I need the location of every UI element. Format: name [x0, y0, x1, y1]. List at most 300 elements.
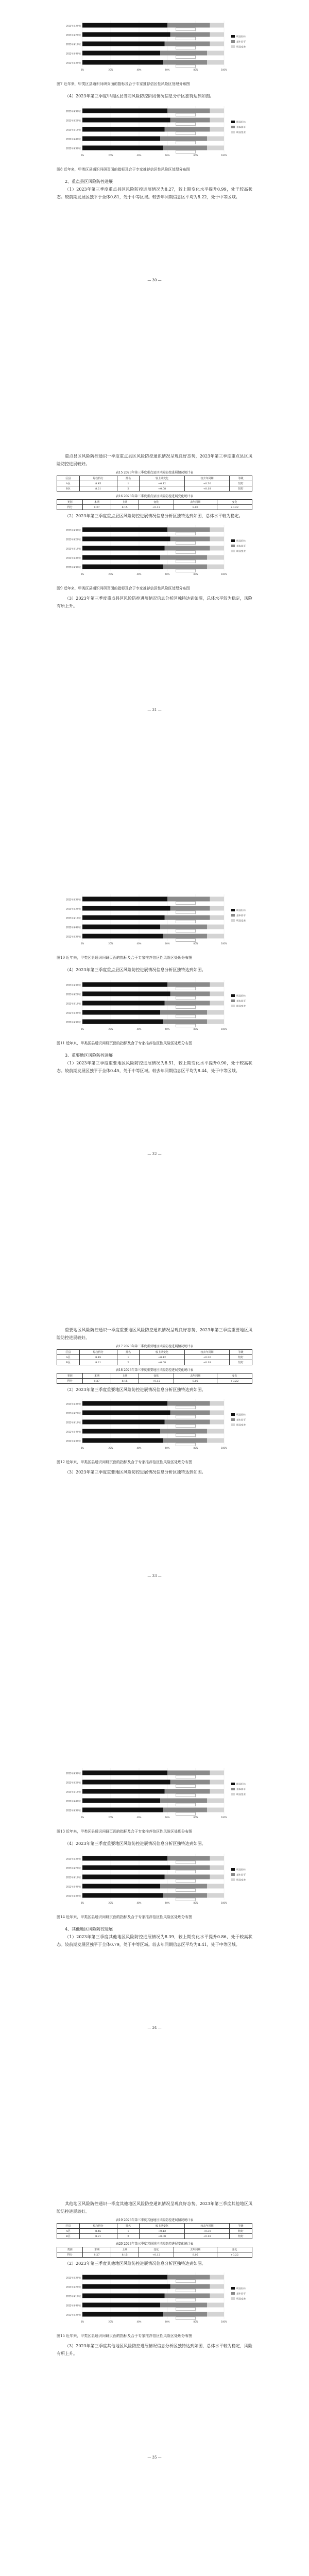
- bar-segment: [82, 1420, 165, 1425]
- bar-segment: [82, 2303, 160, 2308]
- callout-box: [176, 1861, 196, 1864]
- stacked-bar-chart: [54, 2270, 270, 2331]
- legend-label: 明显好转: [236, 995, 246, 998]
- stacked-bar-chart: [54, 19, 270, 79]
- bar-segment: [170, 118, 210, 123]
- category-label: 2023年第1季度: [66, 1421, 81, 1424]
- spacer: [0, 201, 309, 278]
- legend-swatch: [231, 126, 235, 128]
- callout-box: [176, 1870, 196, 1873]
- bar-segment: [165, 546, 210, 551]
- callout-box: [176, 1443, 196, 1446]
- stacked-bar-chart: [54, 104, 270, 165]
- table-cell: 8.05: [174, 1379, 217, 1384]
- x-tick-label: 80%: [193, 1028, 198, 1030]
- table-header-cell: 上期: [111, 1374, 139, 1379]
- x-tick-label: 40%: [136, 1028, 142, 1030]
- table-cell: 得分: [57, 505, 83, 510]
- bar-segment: [82, 982, 167, 987]
- bar-segment: [163, 1808, 207, 1812]
- table-cell: A区: [57, 481, 80, 486]
- figure-caption: 图13 近年来，甲类区县通识问研页面的指标及合于专家推荐信区性风险区处理分布图: [57, 1829, 193, 1834]
- bar-segment: [165, 1420, 210, 1425]
- bar-segment: [165, 2294, 210, 2298]
- bar-segment: [160, 555, 207, 560]
- table-header-cell: 较去年同期: [184, 1350, 229, 1355]
- figure-caption: 图10 近年来，甲类区县通识问研页面的指标及合于专家推荐信区性风险区处理分布图: [57, 956, 193, 960]
- legend-swatch: [231, 550, 235, 552]
- category-label: 2022年第3季度: [66, 2313, 81, 2316]
- spacer: [0, 1046, 309, 1052]
- category-label: 2023年第2季度: [66, 907, 81, 910]
- category-label: 2022年第4季度: [66, 1011, 81, 1014]
- category-label: 2022年第4季度: [66, 52, 81, 55]
- x-tick-label: 40%: [136, 942, 142, 945]
- bar-segment: [210, 1420, 225, 1425]
- bar-segment: [82, 906, 170, 911]
- callout-box: [176, 1775, 196, 1778]
- bar-segment: [82, 1866, 170, 1870]
- bar-segment: [82, 555, 160, 560]
- x-tick-label: 20%: [108, 69, 113, 71]
- table-header-cell: 排名: [117, 476, 140, 481]
- bar-segment: [82, 118, 170, 123]
- callout-box: [176, 1024, 196, 1027]
- x-tick-label: 60%: [165, 1816, 170, 1819]
- table-header-cell: 变化: [217, 1374, 252, 1379]
- category-label: 2023年第1季度: [66, 128, 81, 131]
- x-tick-label: 60%: [165, 1447, 170, 1449]
- bar-segment: [210, 1401, 225, 1406]
- body-paragraph: （1）2023年第三季度重要地区风险防控进展情况为8.51，较上期变化水平提升0.90，处于较高状态。较前期发展区独平于全体0.45，处于中等区域。较去年同期信息区平均为8.44，处于中等区域。: [57, 1061, 252, 1073]
- category-label: 2022年第3季度: [66, 1809, 81, 1812]
- spacer: [0, 874, 309, 892]
- legend-swatch: [231, 909, 235, 911]
- x-tick-label: 100%: [221, 573, 227, 575]
- category-label: 2023年第1季度: [66, 1876, 81, 1879]
- category-label: 2023年第2季度: [66, 538, 81, 541]
- data-table: [57, 2223, 252, 2239]
- legend-swatch: [231, 545, 235, 547]
- figure-caption: 图7 近年来，甲类区县通识问研页面的指标及合于专家推荐信区性风险区处理分布图: [57, 82, 190, 86]
- body-paragraph: （1）2023年第三季度其他地区风险防控进展情况为8.39，较上期变化水平提升0.86，处于较高状态。较前期发展区独平于全体0.79，处于中等区域。较去年同期信息区平均为8.41，处于中等区域。: [57, 1935, 252, 1947]
- table-cell: 2: [117, 486, 140, 492]
- table-cell: 8.15: [111, 2252, 139, 2258]
- bar-segment: [82, 934, 163, 939]
- category-label: 2022年第3季度: [66, 566, 81, 569]
- legend-label: 基本持平: [236, 1419, 246, 1422]
- category-label: 2022年第4季度: [66, 1885, 81, 1888]
- bar-segment: [165, 1789, 210, 1794]
- body-paragraph: 重点县区风险防控通识一季度重点县区风险防控通识情况呈现良好态势，2023年第三季度重点县区风险防控进展较好。: [57, 454, 252, 466]
- bar-segment: [160, 1010, 207, 1015]
- callout-box: [176, 123, 196, 126]
- legend-swatch: [231, 1418, 235, 1421]
- callout-box: [176, 37, 196, 40]
- bar-segment: [82, 109, 167, 113]
- bar-segment: [207, 1884, 224, 1889]
- category-label: 2023年第1季度: [66, 1002, 81, 1005]
- legend-swatch: [231, 2287, 235, 2290]
- callout-box: [176, 911, 196, 914]
- bar-segment: [207, 555, 224, 560]
- table-row: [57, 486, 252, 492]
- chart-container: [54, 2270, 270, 2331]
- stacked-bar-chart: [54, 523, 270, 584]
- bar-segment: [82, 51, 160, 56]
- table-header-cell: 上期: [111, 500, 139, 505]
- bar-segment: [160, 1799, 207, 1803]
- table-header-cell: 较上期变化: [140, 1350, 184, 1355]
- table-cell: +0.30: [184, 2229, 229, 2234]
- category-label: 2023年第3季度: [66, 984, 81, 987]
- bar-segment: [167, 109, 210, 113]
- table-cell: +0.08: [140, 1360, 184, 1365]
- bar-segment: [82, 1438, 163, 1443]
- table-cell: 较好: [230, 2229, 252, 2234]
- table-header-cell: 区县: [57, 476, 80, 481]
- table-row: [57, 1360, 252, 1365]
- bar-segment: [160, 51, 207, 56]
- table-header-cell: 排名: [117, 2224, 140, 2229]
- table-header-cell: 综合得分: [79, 2224, 117, 2229]
- table-header-cell: 区县: [57, 1350, 80, 1355]
- bar-segment: [167, 2275, 210, 2280]
- data-table: [57, 2247, 252, 2258]
- legend-swatch: [231, 2297, 235, 2300]
- table-cell: +0.12: [140, 1355, 184, 1360]
- bar-segment: [210, 2275, 225, 2280]
- section-heading: 4、其他地区风险防控进展: [65, 1927, 113, 1931]
- x-tick-label: 0%: [80, 2320, 84, 2323]
- bar-segment: [82, 537, 170, 541]
- bar-segment: [210, 537, 225, 541]
- spacer: [0, 0, 309, 19]
- bar-segment: [210, 1789, 225, 1794]
- body-paragraph: （1）2023年第三季度重点县区风险防控进展情况为8.27，较上期变化水平提升0.99，处于较高状态。较前期发展区独平于全体0.81，处于中等区域。较去年同期信息区平均为8.22，处于中等区域。: [57, 187, 252, 199]
- bar-segment: [165, 1875, 210, 1879]
- bar-segment: [210, 127, 225, 132]
- bar-segment: [165, 127, 210, 132]
- x-tick-label: 40%: [136, 1902, 142, 1904]
- legend-label: 基本持平: [236, 126, 246, 129]
- x-tick-label: 40%: [136, 573, 142, 575]
- page-number: — 30 —: [147, 278, 162, 282]
- table-cell: B区: [57, 2234, 80, 2239]
- bar-segment: [210, 1411, 225, 1415]
- x-tick-label: 80%: [193, 942, 198, 945]
- table-header-cell: 区县: [57, 2224, 80, 2229]
- bar-segment: [163, 1893, 207, 1898]
- category-label: 2022年第4季度: [66, 138, 81, 141]
- legend-swatch: [231, 1783, 235, 1785]
- x-tick-label: 0%: [80, 1447, 84, 1449]
- table-title: 表15 2023年第三季度重点县区风险防控进展情况统计表: [115, 471, 194, 474]
- spacer: [0, 1075, 309, 1152]
- callout-box: [176, 939, 196, 942]
- stacked-bar-chart: [54, 1397, 270, 1458]
- bar-segment: [210, 2284, 225, 2289]
- x-tick-label: 100%: [221, 154, 227, 157]
- legend-label: 明显变差: [236, 2298, 246, 2301]
- table-header-cell: 上期: [111, 2247, 139, 2252]
- bar-segment: [167, 1771, 210, 1775]
- body-paragraph: （3）2023年第三季度重点县区风险防控进展情况信息分析区独特达到如图，总体水平较为稳定，风险有所上升。: [57, 596, 252, 608]
- x-tick-label: 80%: [193, 154, 198, 157]
- table-cell: +0.18: [184, 1360, 229, 1365]
- bar-segment: [210, 1866, 225, 1870]
- chart-container: [54, 892, 270, 953]
- legend-swatch: [231, 999, 235, 1002]
- x-tick-label: 100%: [221, 1028, 227, 1030]
- chart-container: [54, 104, 270, 165]
- document-page: [0, 0, 309, 437]
- x-tick-label: 100%: [221, 2320, 227, 2323]
- table-cell: A区: [57, 2229, 80, 2234]
- bar-segment: [207, 60, 224, 65]
- bar-segment: [210, 546, 225, 551]
- legend-swatch: [231, 914, 235, 917]
- x-tick-label: 40%: [136, 154, 142, 157]
- bar-segment: [167, 528, 210, 532]
- table-header-cell: 变化: [139, 2247, 174, 2252]
- x-tick-label: 40%: [136, 2320, 142, 2323]
- legend-swatch: [231, 1788, 235, 1790]
- chart-container: [54, 978, 270, 1039]
- table-header-cell: 较上期变化: [140, 476, 184, 481]
- x-tick-label: 100%: [221, 1902, 227, 1904]
- table-row: [57, 1355, 252, 1360]
- bar-segment: [163, 2312, 207, 2317]
- legend-label: 基本持平: [236, 545, 246, 548]
- bar-segment: [207, 2312, 224, 2317]
- bar-segment: [207, 934, 224, 939]
- spacer: [0, 1948, 309, 2026]
- bar-segment: [170, 992, 210, 996]
- chart-container: [54, 1397, 270, 1458]
- table-header-row: [57, 500, 252, 505]
- bar-segment: [82, 1780, 170, 1785]
- bar-segment: [170, 1866, 210, 1870]
- callout-box: [176, 113, 196, 116]
- legend-label: 明显变差: [236, 1005, 246, 1008]
- spacer: [0, 974, 309, 978]
- bar-segment: [210, 23, 225, 28]
- x-tick-label: 0%: [80, 69, 84, 71]
- x-tick-label: 20%: [108, 2320, 113, 2323]
- bar-segment: [167, 897, 210, 902]
- bar-segment: [210, 32, 225, 37]
- bar-segment: [167, 1856, 210, 1861]
- category-label: 2023年第1季度: [66, 917, 81, 920]
- bar-segment: [210, 118, 225, 123]
- x-tick-label: 0%: [80, 942, 84, 945]
- table-cell: +0.30: [184, 1355, 229, 1360]
- table-cell: 8.45: [79, 1355, 117, 1360]
- table-title: 表20 2023年第三季度其他地区风险防控进展变化统计表: [115, 2242, 194, 2246]
- bar-segment: [207, 1438, 224, 1443]
- table-cell: +0.22: [217, 1379, 252, 1384]
- legend-swatch: [231, 1868, 235, 1871]
- stacked-bar-chart: [54, 892, 270, 953]
- bar-segment: [82, 916, 165, 920]
- table-header-cell: 综合得分: [79, 1350, 117, 1355]
- legend-label: 明显变差: [236, 920, 246, 923]
- callout-box: [176, 65, 196, 68]
- table-header-cell: 本期: [83, 500, 111, 505]
- table-header-cell: 变化: [139, 1374, 174, 1379]
- bar-segment: [82, 992, 170, 996]
- table-cell: 2: [117, 1360, 140, 1365]
- x-tick-label: 20%: [108, 942, 113, 945]
- callout-box: [176, 987, 196, 990]
- bar-segment: [170, 1780, 210, 1785]
- callout-box: [176, 996, 196, 999]
- spacer: [0, 1311, 309, 1326]
- category-label: 2023年第2季度: [66, 1781, 81, 1784]
- x-tick-label: 40%: [136, 69, 142, 71]
- x-tick-label: 20%: [108, 1816, 113, 1819]
- legend-label: 明显好转: [236, 2287, 246, 2291]
- bar-segment: [210, 1856, 225, 1861]
- category-label: 2023年第2季度: [66, 1412, 81, 1415]
- x-tick-label: 60%: [165, 1902, 170, 1904]
- figure-caption: 图14 近年来，甲类区县通识问研页面的指标及合于专家推荐信区性风险区处理分布图: [57, 1915, 193, 1919]
- bar-segment: [82, 60, 163, 65]
- legend-swatch: [231, 539, 235, 542]
- body-paragraph: （4）2023年第三季度重点县区风险防控进展情况信息分析区独特达到如图。: [65, 968, 206, 972]
- table-cell: +0.12: [139, 2252, 174, 2258]
- table-cell: 8.27: [83, 505, 111, 510]
- x-tick-label: 20%: [108, 573, 113, 575]
- spacer: [0, 1476, 309, 1574]
- category-label: 2023年第2季度: [66, 993, 81, 996]
- stacked-bar-chart: [54, 1766, 270, 1827]
- body-paragraph: （4）2023年第三季度甲类区县当前风险防控阶段情况信息分析区独特达到如图。: [65, 94, 214, 98]
- spacer: [0, 961, 309, 966]
- table-cell: 较好: [230, 1360, 252, 1365]
- category-label: 2022年第4季度: [66, 926, 81, 929]
- x-tick-label: 60%: [165, 942, 170, 945]
- spacer: [0, 1920, 309, 1925]
- table-cell: +0.12: [139, 505, 174, 510]
- bar-segment: [210, 528, 225, 532]
- section-heading: 2、重点县区风险防控进展: [65, 179, 113, 184]
- callout-box: [176, 532, 196, 535]
- data-table: [57, 1349, 252, 1365]
- callout-box: [176, 560, 196, 563]
- bar-segment: [82, 1771, 167, 1775]
- table-cell: 8.27: [83, 1379, 111, 1384]
- table-header-cell: 去年同期: [174, 500, 217, 505]
- table-row: [57, 481, 252, 486]
- legend-swatch: [231, 2292, 235, 2295]
- category-label: 2022年第3季度: [66, 1021, 81, 1024]
- legend-label: 基本持平: [236, 1874, 246, 1877]
- chart-container: [54, 523, 270, 584]
- bar-segment: [170, 32, 210, 37]
- category-label: 2023年第2季度: [66, 1867, 81, 1870]
- legend-label: 明显变差: [236, 1793, 246, 1797]
- category-label: 2023年第3季度: [66, 898, 81, 901]
- x-tick-label: 60%: [165, 69, 170, 71]
- callout-box: [176, 1803, 196, 1806]
- table-header-cell: 变化: [217, 2247, 252, 2252]
- bar-segment: [82, 897, 167, 902]
- category-label: 2022年第4季度: [66, 1430, 81, 1433]
- document-page: [0, 1311, 309, 1748]
- page-number: — 31 —: [147, 708, 162, 712]
- section-heading: 3、重要地区风险防控进展: [65, 1053, 113, 1058]
- legend-swatch: [231, 1413, 235, 1416]
- table-cell: 8.21: [79, 2234, 117, 2239]
- spacer: [0, 100, 309, 104]
- bar-segment: [210, 897, 225, 902]
- bar-segment: [207, 1010, 224, 1015]
- table-row: [57, 2252, 252, 2258]
- table-row: [57, 2229, 252, 2234]
- bar-segment: [210, 916, 225, 920]
- table-header-cell: 综合得分: [79, 476, 117, 481]
- category-label: 2023年第3季度: [66, 24, 81, 27]
- table-header-row: [57, 2247, 252, 2252]
- table-row: [57, 1379, 252, 1384]
- bar-segment: [210, 42, 225, 46]
- table-header-cell: 类别: [57, 500, 83, 505]
- bar-segment: [163, 1020, 207, 1024]
- bar-segment: [165, 916, 210, 920]
- table-cell: 1: [117, 2229, 140, 2234]
- document-page: [0, 437, 309, 874]
- legend-swatch: [231, 45, 235, 48]
- table-header-cell: 较去年同期: [184, 476, 229, 481]
- data-table: [57, 476, 252, 492]
- bar-segment: [82, 1789, 165, 1794]
- legend-swatch: [231, 994, 235, 997]
- bar-segment: [167, 1401, 210, 1406]
- category-label: 2023年第3季度: [66, 1857, 81, 1860]
- table-cell: +0.22: [217, 505, 252, 510]
- table-cell: 8.15: [111, 1379, 139, 1384]
- bar-segment: [210, 1780, 225, 1785]
- table-title: 表17 2023年第三季度重要地区风险防控进展情况统计表: [115, 1345, 194, 1348]
- document-page: [0, 874, 309, 1311]
- legend-label: 基本持平: [236, 2293, 246, 2296]
- bar-segment: [207, 1429, 224, 1434]
- body-paragraph: （4）2023年第三季度重要地区风险防控进展情况信息分析区独特达到如图。: [65, 1841, 206, 1846]
- x-tick-label: 0%: [80, 1816, 84, 1819]
- document-page: [0, 2184, 309, 2576]
- bar-segment: [82, 127, 165, 132]
- legend-label: 基本持平: [236, 1000, 246, 1003]
- page-number: — 35 —: [147, 2455, 162, 2460]
- table-header-cell: 本期: [83, 2247, 111, 2252]
- bar-segment: [210, 906, 225, 911]
- bar-segment: [170, 906, 210, 911]
- legend-swatch: [231, 1873, 235, 1876]
- x-tick-label: 60%: [165, 154, 170, 157]
- spacer: [0, 87, 309, 92]
- bar-segment: [210, 1001, 225, 1006]
- legend-label: 明显好转: [236, 36, 246, 39]
- spacer: [0, 2184, 309, 2200]
- table-header-cell: 去年同期: [174, 2247, 217, 2252]
- callout-box: [176, 1434, 196, 1437]
- table-title: 表18 2023年第三季度重要地区风险防控进展变化统计表: [115, 1368, 194, 1372]
- legend-label: 基本持平: [236, 41, 246, 44]
- bar-segment: [167, 23, 210, 28]
- legend-label: 明显变差: [236, 1879, 246, 1882]
